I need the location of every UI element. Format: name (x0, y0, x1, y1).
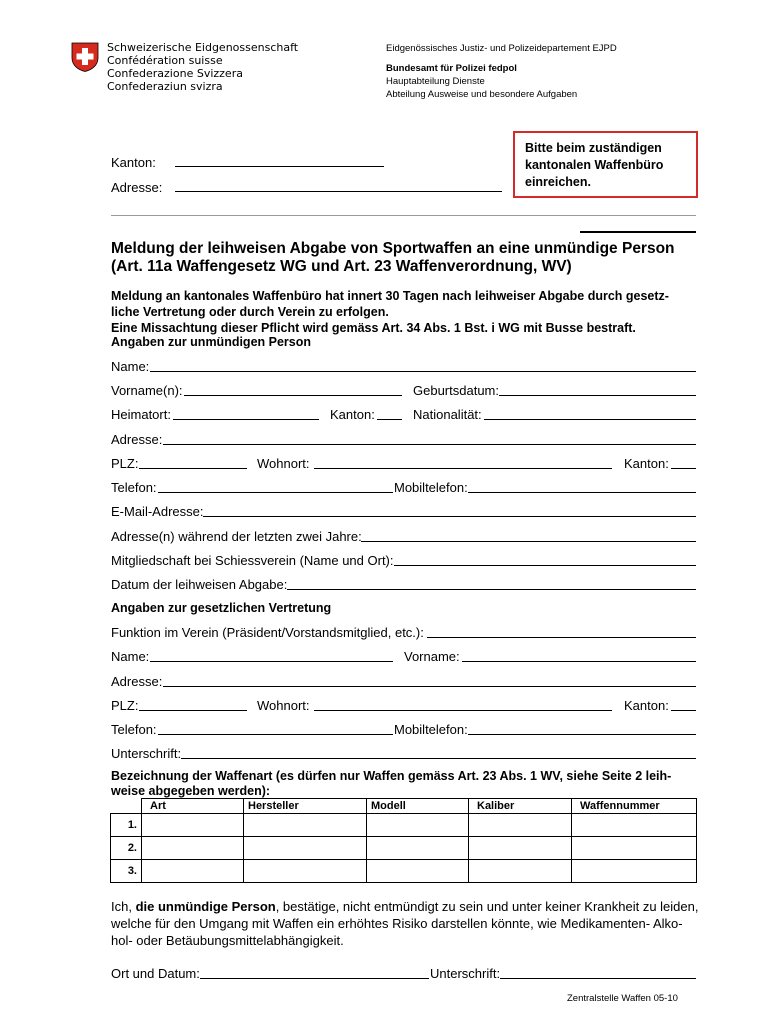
minor-telefon-label: Telefon: (111, 480, 157, 495)
rep-vorname-field[interactable] (462, 661, 696, 662)
rep-funktion-label: Funktion im Verein (Präsident/Vorstandsmitglied, etc.): (111, 625, 424, 640)
rep-wohnort-label: Wohnort: (257, 698, 310, 713)
minor-nationalitaet-label: Nationalität: (413, 407, 482, 422)
confederation-names (107, 41, 298, 93)
minor-plz-label: PLZ: (111, 456, 139, 471)
rep-plz-field[interactable] (139, 710, 247, 711)
minor-verein-field[interactable] (394, 565, 696, 566)
signature-field[interactable] (500, 978, 696, 979)
header-hersteller: Hersteller (244, 799, 367, 814)
rep-unterschrift-label: Unterschrift: (111, 746, 182, 761)
minor-heimatort-field[interactable] (173, 419, 319, 420)
confederation-rm: Confederaziun svizra (107, 80, 223, 93)
rep-adresse-label: Adresse: (111, 674, 163, 689)
cell-art[interactable] (142, 814, 244, 837)
declaration-line-1 (111, 898, 701, 915)
rep-mobil-label: Mobiltelefon: (394, 722, 468, 737)
minor-datum-label: Datum der leihweisen Abgabe: (111, 577, 288, 592)
confederation-it: Confederazione Svizzera (107, 67, 243, 80)
header-kaliber: Kaliber (469, 799, 572, 814)
kanton-label: Kanton: (111, 155, 156, 170)
header-art: Art (142, 799, 244, 814)
declaration-text (111, 898, 701, 949)
department-name: Eidgenössisches Justiz- und Polizeidepartement EJPD (386, 43, 617, 54)
minor-adressen-field[interactable] (361, 541, 696, 542)
rep-telefon-label: Telefon: (111, 722, 157, 737)
footer-text: Zentralstelle Waffen 05-10 (567, 993, 678, 1004)
adresse-label: Adresse: (111, 180, 163, 195)
minor-vorname-field[interactable] (184, 395, 402, 396)
minor-datum-field[interactable] (287, 589, 696, 590)
minor-adresse-label: Adresse: (111, 432, 163, 447)
minor-adressen-label: Adresse(n) während der letzten zwei Jahre: (111, 529, 362, 544)
confederation-de: Schweizerische Eidgenossenschaft (107, 41, 299, 54)
minor-geburtsdatum-field[interactable] (499, 395, 696, 396)
adresse-field[interactable] (175, 191, 502, 192)
ort-datum-field[interactable] (200, 978, 429, 979)
cell-waffennummer[interactable] (572, 814, 697, 837)
minor-name-field[interactable] (150, 371, 696, 372)
rep-plz-label: PLZ: (111, 698, 139, 713)
weapons-heading-line-1: Bezeichnung der Waffenart (es dürfen nur Waffen gemäss Art. 23 Abs. 1 WV, siehe Seite 2 leih- (111, 769, 672, 783)
rep-wohnort-field[interactable] (314, 710, 612, 711)
minor-verein-label: Mitgliedschaft bei Schiessverein (Name und Ort): (111, 553, 394, 568)
rep-unterschrift-field[interactable] (181, 758, 696, 759)
minor-email-field[interactable] (203, 516, 696, 517)
declaration-line-3: hol- oder Betäubungsmittelabhängigkeit. (111, 933, 344, 948)
cell-hersteller[interactable] (244, 837, 367, 860)
row-number: 2. (111, 837, 142, 860)
declaration-rest: , bestätige, nicht entmündigt zu sein und unter keiner Krankheit zu leiden, (275, 899, 699, 914)
cell-modell[interactable] (367, 814, 469, 837)
rep-name-field[interactable] (150, 661, 393, 662)
rep-kanton-label: Kanton: (624, 698, 669, 713)
minor-telefon-field[interactable] (158, 492, 393, 493)
corner-cell (111, 799, 142, 814)
office-name: Bundesamt für Polizei fedpol (386, 63, 517, 74)
ort-datum-label: Ort und Datum: (111, 966, 200, 981)
row-number: 1. (111, 814, 142, 837)
minor-nationalitaet-field[interactable] (484, 419, 696, 420)
minor-geburtsdatum-label: Geburtsdatum: (413, 383, 499, 398)
cell-modell[interactable] (367, 837, 469, 860)
section-weapons-heading (111, 769, 711, 799)
cell-kaliber[interactable] (469, 860, 572, 883)
declaration-prefix: Ich, (111, 899, 136, 914)
weapons-table (110, 798, 697, 883)
minor-email-label: E-Mail-Adresse: (111, 504, 204, 519)
cell-art[interactable] (142, 860, 244, 883)
minor-name-label: Name: (111, 359, 150, 374)
intro-line-1: Meldung an kantonales Waffenbüro hat innert 30 Tagen nach leihweiser Abgabe durch gesetz- (111, 289, 669, 303)
intro-line-3: Eine Missachtung dieser Pflicht wird gemäss Art. 34 Abs. 1 Bst. i WG mit Busse bestraft. (111, 321, 636, 335)
row-number: 3. (111, 860, 142, 883)
rep-mobil-field[interactable] (468, 734, 696, 735)
cell-waffennummer[interactable] (572, 837, 697, 860)
minor-kanton2-field[interactable] (671, 468, 696, 469)
header-modell: Modell (367, 799, 469, 814)
divider-accent (580, 231, 696, 233)
declaration-line-2: welche für den Umgang mit Waffen ein erhöhtes Risiko darstellen könnte, wie Medikamenten- Alko- (111, 916, 683, 931)
notice-line-1: Bitte beim zuständigen (525, 141, 662, 155)
signature-label: Unterschrift: (430, 966, 501, 981)
divider (111, 215, 696, 216)
weapons-table-header (111, 799, 697, 814)
cell-hersteller[interactable] (244, 860, 367, 883)
rep-adresse-field[interactable] (163, 686, 696, 687)
department-block (386, 42, 617, 101)
minor-kanton2-label: Kanton: (624, 456, 669, 471)
cell-kaliber[interactable] (469, 837, 572, 860)
declaration-bold: die unmündige Person (135, 899, 276, 914)
minor-heimatort-label: Heimatort: (111, 407, 171, 422)
section-rep-heading: Angaben zur gesetzlichen Vertretung (111, 601, 332, 615)
rep-name-label: Name: (111, 649, 150, 664)
cell-kaliber[interactable] (469, 814, 572, 837)
rep-telefon-field[interactable] (158, 734, 393, 735)
intro-line-2: liche Vertretung oder durch Verein zu erfolgen. (111, 305, 389, 319)
cell-hersteller[interactable] (244, 814, 367, 837)
minor-mobil-label: Mobiltelefon: (394, 480, 468, 495)
minor-adresse-field[interactable] (163, 444, 696, 445)
weapons-heading-line-2: weise abgegeben werden): (111, 784, 271, 798)
confederation-fr: Confédération suisse (107, 54, 223, 67)
submission-notice (513, 131, 698, 198)
section-minor-heading: Angaben zur unmündigen Person (111, 335, 312, 349)
minor-kanton-label: Kanton: (330, 407, 375, 422)
header-waffennummer: Waffennummer (572, 799, 697, 814)
minor-wohnort-field[interactable] (314, 468, 612, 469)
table-row (111, 814, 697, 837)
swiss-coat-of-arms-icon (71, 42, 99, 72)
division-2: Abteilung Ausweise und besondere Aufgaben (386, 89, 578, 100)
table-row (111, 860, 697, 883)
rep-funktion-field[interactable] (427, 637, 696, 638)
rep-vorname-label: Vorname: (404, 649, 460, 664)
notice-line-3: einreichen. (525, 175, 591, 189)
title-line-1: Meldung der leihweisen Abgabe von Sportwaffen an eine unmündige Person (111, 240, 675, 257)
kanton-field[interactable] (175, 166, 384, 167)
notice-line-2: kantonalen Waffenbüro (525, 158, 664, 172)
cell-modell[interactable] (367, 860, 469, 883)
cell-art[interactable] (142, 837, 244, 860)
title-line-2: (Art. 11a Waffengesetz WG und Art. 23 Waffenverordnung, WV) (111, 258, 572, 275)
minor-vorname-label: Vorname(n): (111, 383, 183, 398)
minor-kanton-field[interactable] (377, 419, 402, 420)
minor-mobil-field[interactable] (468, 492, 696, 493)
minor-wohnort-label: Wohnort: (257, 456, 310, 471)
rep-kanton-field[interactable] (671, 710, 696, 711)
table-row (111, 837, 697, 860)
minor-plz-field[interactable] (139, 468, 247, 469)
form-title (111, 240, 711, 276)
division-1: Hauptabteilung Dienste (386, 76, 485, 87)
cell-waffennummer[interactable] (572, 860, 697, 883)
intro-text (111, 288, 701, 336)
